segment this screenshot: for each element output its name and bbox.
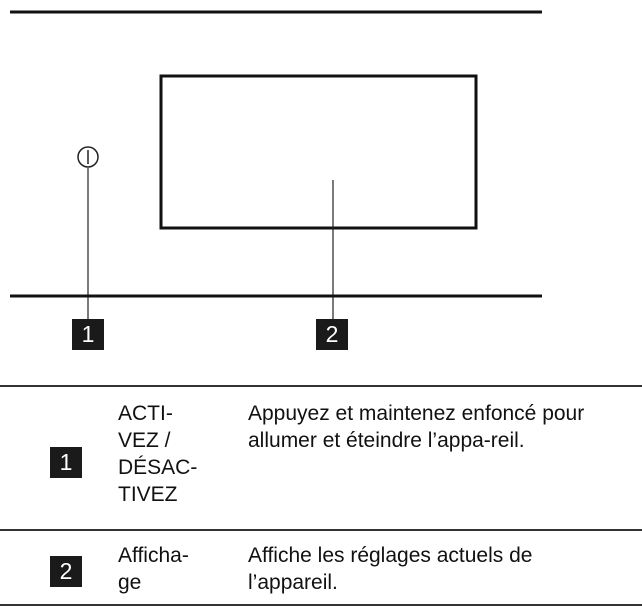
callout-badge-1: 1 (72, 319, 104, 350)
legend-row-divider (0, 529, 642, 531)
legend-description-1: Appuyez et maintenez enfoncé pour allumer et éteindre l’appa-reil. (248, 402, 585, 452)
legend-top-divider (0, 385, 642, 387)
callout-badge-2: 2 (316, 319, 348, 350)
legend-description-2: Affiche les réglages actuels de l’appareil. (248, 544, 533, 594)
legend-name-1: ACTI- VEZ / DÉSAC- TIVEZ (118, 402, 198, 506)
legend-bottom-divider (0, 604, 642, 606)
legend-number-badge-1: 1 (50, 447, 82, 478)
legend-name-2: Afficha- ge (118, 544, 189, 594)
power-icon (78, 147, 98, 167)
display-screen (161, 76, 476, 228)
legend-number-badge-2: 2 (50, 556, 82, 587)
